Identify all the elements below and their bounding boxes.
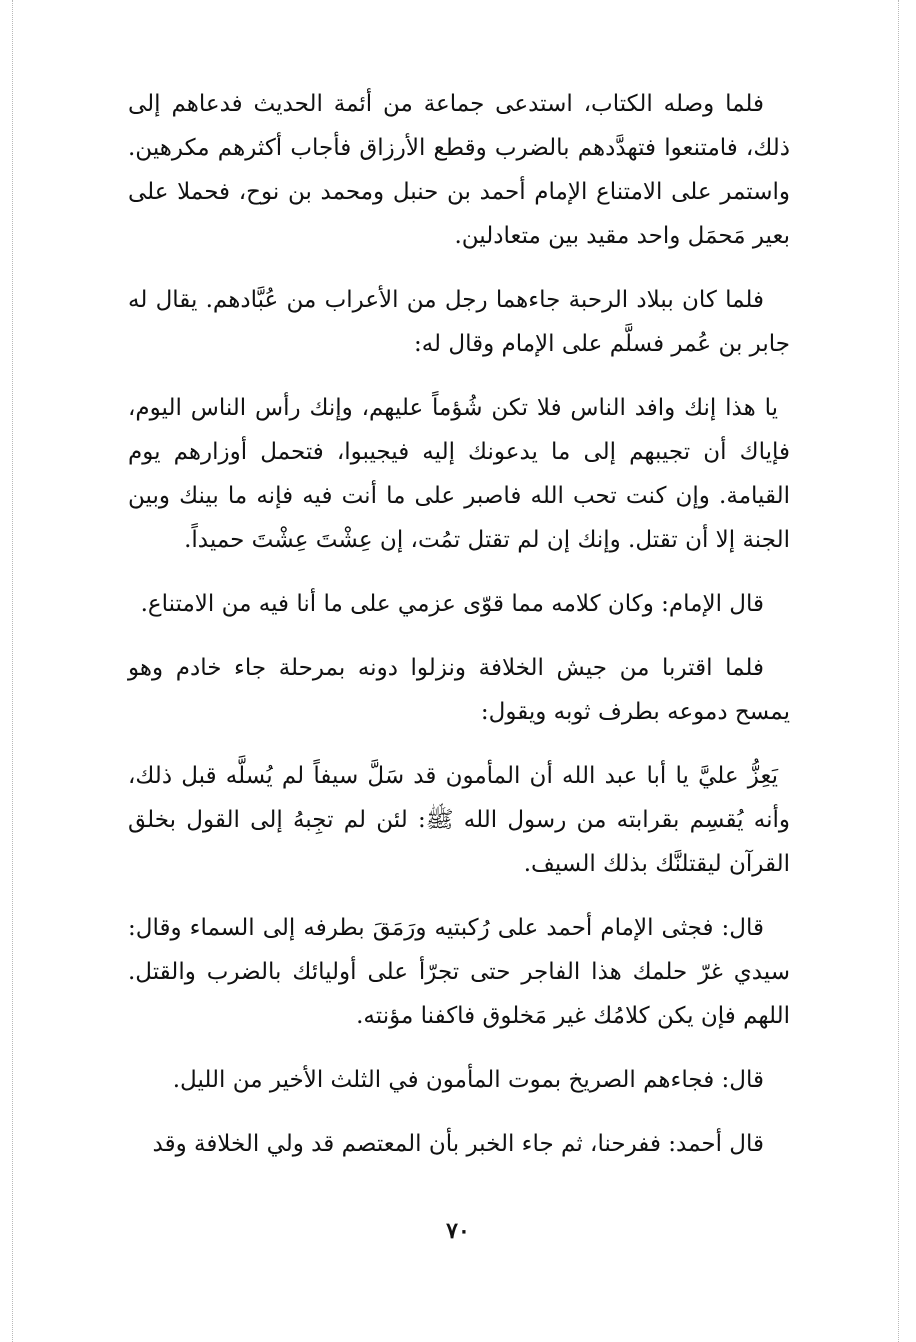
paragraph-death-news: قال: فجاءهم الصريخ بموت المأمون في الثلث الأخير من الليل.	[172, 1067, 764, 1093]
scan-edge-left	[12, 0, 13, 1342]
paragraph-bedouin-speech: يا هذا إنك وافد الناس فلا تكن شُؤماً عليهم، وإنك رأس الناس اليوم، فإياك أن تجيبهم إلى ما يدعونك إليه فيجيبوا، فتحمل أوزارهم يوم القيامة. وإن كنت تحب الله فاصبر على ما أنت فيه فإنه ما بينك وبين الجنة إلا أن تقتل. وإنك إن لم تقتل تمُت، إن عِشْتَ عِشْتَ حميداً.	[128, 395, 790, 553]
paragraph-imam-resolve: قال الإمام: وكان كلامه مما قوّى عزمي على ما أنا فيه من الامتناع.	[140, 591, 764, 617]
paragraph-imam-prayer: قال: فجثى الإمام أحمد على رُكبتيه ورَمَقَ بطرفه إلى السماء وقال: سيدي غرّ حلمك هذا الفاجر حتى تجرّأ على أوليائك بالضرب والقتل. اللهم فإن يكن كلامُك غير مَخلوق فاكفنا مؤنته.	[128, 915, 790, 1029]
scan-edge-right	[898, 0, 899, 1342]
page-number: ٧٠	[446, 1218, 470, 1244]
paragraph-letter-arrival: فلما وصله الكتاب، استدعى جماعة من أئمة الحديث فدعاهم إلى ذلك، فامتنعوا فتهدَّدهم بالضرب وقطع الأرزاق فأجاب أكثرهم مكرهين. واستمر على الامتناع الإمام أحمد بن حنبل ومحمد بن نوح، فحملا على بعير مَحمَل واحد مقيد بين متعادلين.	[128, 91, 790, 249]
paragraph-mutasim-news: قال أحمد: ففرحنا، ثم جاء الخبر بأن المعتصم قد ولي الخلافة وقد	[152, 1131, 764, 1157]
paragraph-bedouin-arrives: فلما كان ببلاد الرحبة جاءهما رجل من الأعراب من عُبَّادهم. يقال له جابر بن عُمر فسلَّم على الإمام وقال له:	[128, 287, 790, 357]
page-body	[128, 82, 790, 1186]
paragraph-servant-speech: يَعِزُّ عليَّ يا أبا عبد الله أن المأمون قد سَلَّ سيفاً لم يُسلَّه قبل ذلك، وأنه يُقسِم بقرابته من رسول الله ﷺ: لئن لم تجِبهُ إلى القول بخلق القرآن ليقتلنَّك بذلك السيف.	[128, 763, 790, 877]
paragraph-servant-weeping: فلما اقتربا من جيش الخلافة ونزلوا دونه بمرحلة جاء خادم وهو يمسح دموعه بطرف ثوبه ويقول:	[128, 655, 790, 725]
